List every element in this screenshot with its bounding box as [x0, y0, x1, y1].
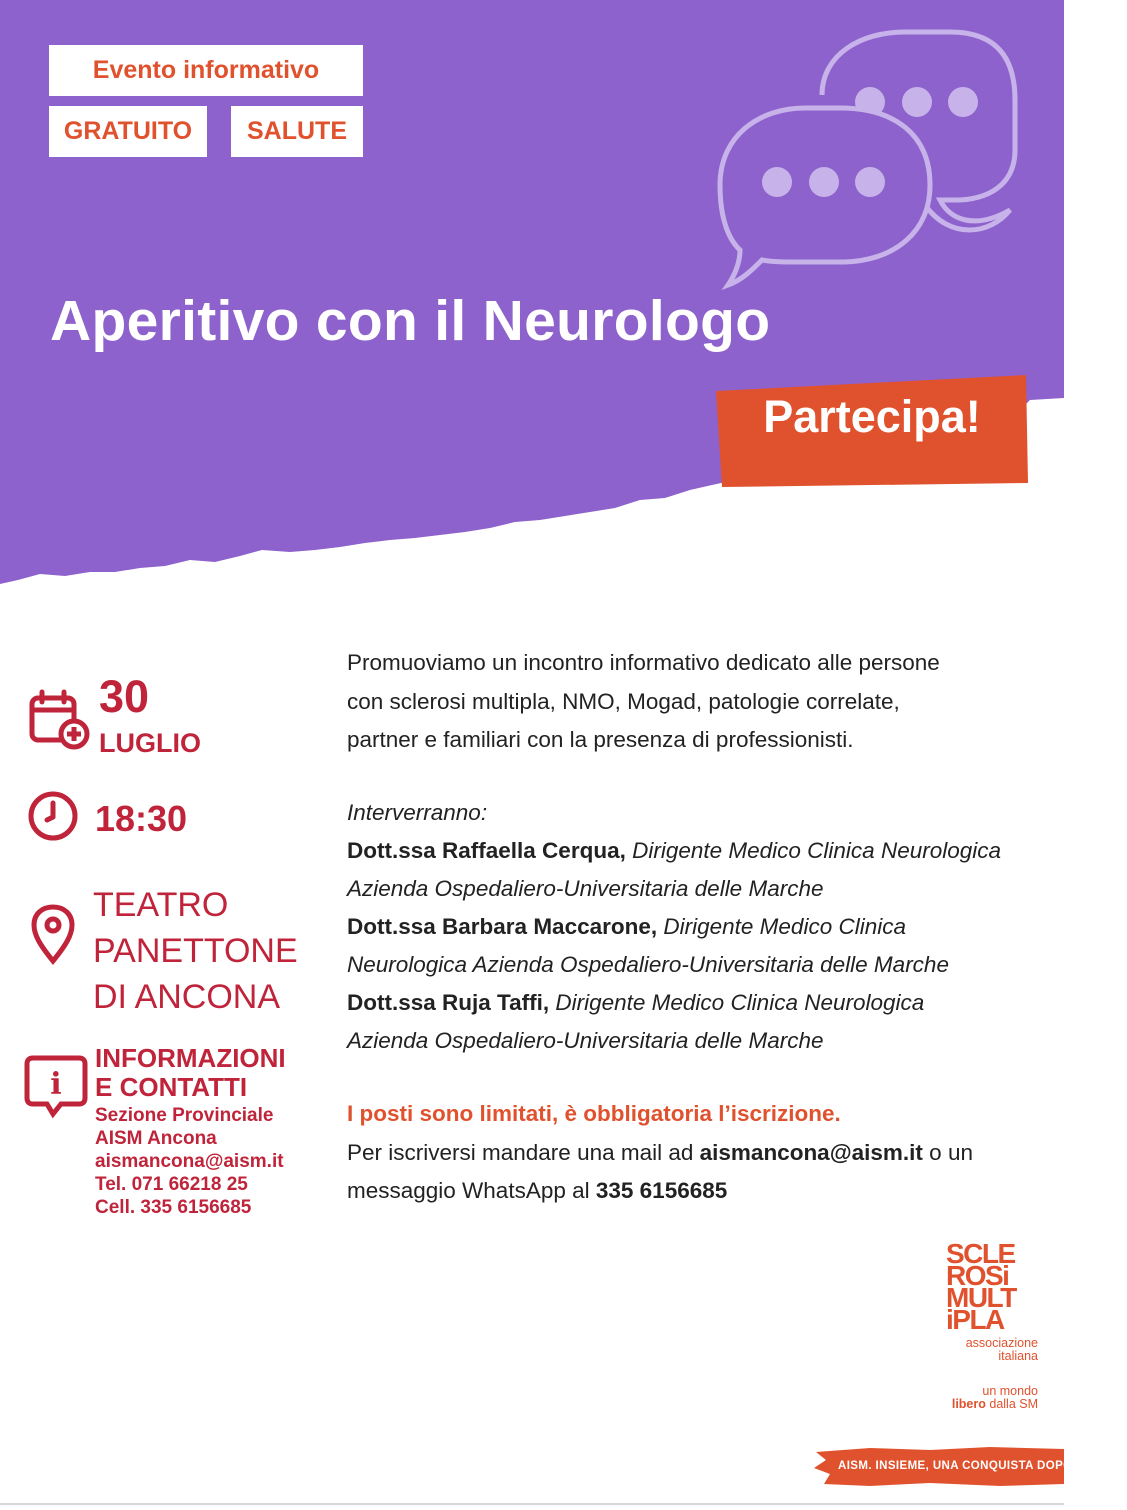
speaker-2-role-a: Dirigente Medico Clinica	[657, 914, 906, 939]
registration-text-c: messaggio WhatsApp al	[347, 1178, 596, 1203]
tag-salute: SALUTE	[231, 106, 363, 157]
bubble-dot-icon	[948, 87, 978, 117]
slogan-text: AISM. INSIEME, UNA CONQUISTA DOPO L’ALTRA	[838, 1460, 1127, 1472]
registration-line-2	[347, 1172, 973, 1211]
event-time: 18:30	[95, 798, 188, 839]
tag-gratuito: GRATUITO	[49, 106, 207, 157]
intro-line-1: Promuoviamo un incontro informativo dedicato alle persone	[347, 650, 940, 675]
page-bottom-border	[0, 1503, 1064, 1505]
contacts-title	[95, 1044, 286, 1102]
speaker-3-line-a	[347, 984, 1001, 1022]
venue-line-2: PANETTONE	[93, 932, 298, 970]
tag-evento-informativo: Evento informativo	[49, 45, 363, 96]
intro-line-3: partner e familiari con la presenza di professionisti.	[347, 727, 854, 752]
logo-tagline-rest: dalla SM	[985, 1397, 1038, 1411]
event-month: LUGLIO	[99, 728, 201, 758]
contacts-title-line-2: E CONTATTI	[95, 1072, 248, 1102]
registration-email-link[interactable]: aismancona@aism.it	[699, 1139, 923, 1165]
bubble-dot-icon	[902, 87, 932, 117]
registration-line-1	[347, 1134, 973, 1173]
speaker-2-line-b	[347, 946, 1001, 984]
contact-phone-link[interactable]: Tel. 071 66218 25	[95, 1174, 248, 1195]
location-pin-icon	[30, 903, 80, 965]
bubble-dot-icon	[809, 167, 839, 197]
svg-text:i: i	[50, 1067, 62, 1102]
registration-notice	[347, 1095, 973, 1211]
contacts-details	[95, 1104, 284, 1219]
logo-word-3: MULT	[946, 1282, 1016, 1313]
aism-logo	[946, 1238, 1042, 1411]
event-title: Aperitivo con il Neurologo	[50, 289, 771, 353]
speaker-3-name: Dott.ssa Ruja Taffi,	[347, 990, 550, 1015]
logo-tagline-2	[946, 1398, 1038, 1411]
speakers-heading	[347, 794, 1001, 832]
speaker-1-name: Dott.ssa Raffaella Cerqua,	[347, 838, 626, 863]
speaker-3-role-b: Azienda Ospedaliero-Universitaria delle Marche	[347, 1028, 824, 1053]
speaker-2-name: Dott.ssa Barbara Maccarone,	[347, 914, 658, 939]
slogan-banner	[810, 1444, 1127, 1488]
venue-line-3: DI ANCONA	[93, 978, 281, 1016]
speakers-section	[347, 794, 1001, 1060]
logo-subtitle-1: associazione	[965, 1336, 1038, 1350]
intro-paragraph	[347, 644, 940, 760]
venue-line-1: TEATRO	[93, 886, 229, 924]
hero-section	[0, 0, 1064, 600]
limited-seats-warning: I posti sono limitati, è obbligatoria l’iscrizione.	[347, 1101, 841, 1126]
logo-subtitle-2: italiana	[998, 1349, 1038, 1363]
contact-section: Sezione Provinciale	[95, 1105, 274, 1126]
contact-email-link[interactable]: aismancona@aism.it	[95, 1151, 284, 1172]
speakers-heading-text: Interverranno:	[347, 800, 488, 825]
logo-word-2: ROSi	[946, 1260, 1009, 1291]
speaker-2-role-b: Neurologica Azienda Ospedaliero-Universitaria delle Marche	[347, 952, 949, 977]
registration-text-a: Per iscriversi mandare una mail ad	[347, 1139, 700, 1165]
partecipa-label: Partecipa!	[763, 391, 981, 442]
intro-line-2: con sclerosi multipla, NMO, Mogad, patologie correlate,	[347, 688, 900, 714]
partecipa-button[interactable]	[716, 375, 1028, 487]
speaker-3-line-b	[347, 1022, 1001, 1060]
logo-tagline-1: un mondo	[982, 1384, 1038, 1398]
speaker-2-line-a	[347, 908, 1001, 946]
speaker-3-role-a: Dirigente Medico Clinica Neurologica	[549, 990, 925, 1015]
registration-whatsapp-link[interactable]: 335 6156685	[595, 1178, 728, 1203]
speaker-1-line-a	[347, 832, 1001, 870]
speaker-1-role-b: Azienda Ospedaliero-Universitaria delle Marche	[347, 876, 824, 901]
speaker-1-line-b	[347, 870, 1001, 908]
contact-mobile-link[interactable]: Cell. 335 6156685	[95, 1197, 252, 1218]
calendar-add-icon	[28, 690, 92, 750]
logo-tagline	[946, 1385, 1038, 1411]
registration-text-b: o un	[922, 1139, 973, 1165]
event-day: 30	[99, 671, 150, 722]
logo-subtitle	[946, 1337, 1038, 1363]
logo-word-1: SCLE	[946, 1238, 1015, 1269]
clock-icon	[27, 790, 81, 844]
contacts-title-line-1: INFORMAZIONI	[95, 1043, 286, 1073]
speaker-1-role-a: Dirigente Medico Clinica Neurologica	[625, 838, 1002, 863]
info-icon	[25, 1054, 89, 1118]
bubble-dot-icon	[855, 167, 885, 197]
logo-word-4: iPLA	[946, 1304, 1004, 1335]
logo-tagline-bold: libero	[951, 1397, 986, 1411]
contact-org: AISM Ancona	[95, 1128, 217, 1149]
bubble-dot-icon	[762, 167, 792, 197]
event-venue	[93, 882, 298, 1020]
